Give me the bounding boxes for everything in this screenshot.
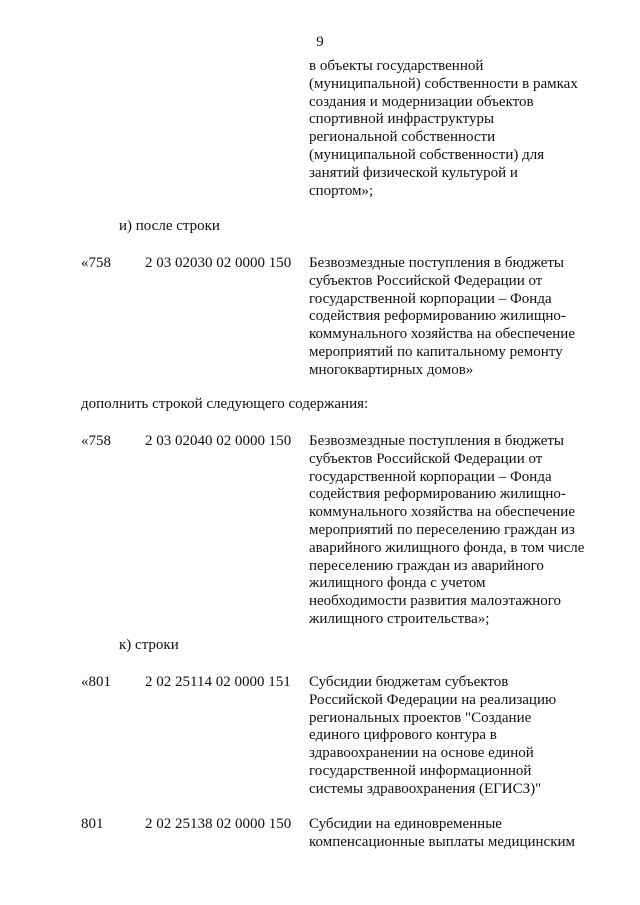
admin-code: «801 <box>81 674 111 690</box>
income-code: 2 03 02040 02 0000 150 <box>145 433 292 449</box>
income-code: 2 03 02030 02 0000 150 <box>145 255 292 271</box>
continuation-text: в объекты государственной (муниципальной) собственности в рамках создания и модернизации объектов спортивной инфраструктуры региональной собственности (муниципальной собственности) для занятий физической культурой и спортом»; <box>309 58 578 199</box>
row-description: Субсидии бюджетам субъектов Российской Федерации на реализацию региональных проектов "Создание единого цифрового контура в здравоохранении на основе единой государственной информационной системы здравоохранения (ЕГИСЗ)" <box>309 674 557 797</box>
admin-code: «758 <box>81 433 111 449</box>
admin-code: «758 <box>81 255 111 271</box>
row-description: Субсидии на единовременные компенсационные выплаты медицинским <box>309 816 576 850</box>
income-code: 2 02 25138 02 0000 150 <box>145 816 292 832</box>
instruction-supplement: дополнить строкой следующего содержания: <box>81 396 369 412</box>
income-code: 2 02 25114 02 0000 151 <box>145 674 291 690</box>
page-number: 9 <box>316 34 324 50</box>
row-description: Безвозмездные поступления в бюджеты субъектов Российской Федерации от государственной корпорации – Фонда содействия реформированию жилищно- коммунального хозяйства на обеспечение мероприятий по переселению граждан из аварийного жилищного фонда, в том числе переселению граждан из аварийного жилищного фонда с учетом необходимости развития малоэтажного жилищного строительства»; <box>309 433 585 627</box>
row-description: Безвозмездные поступления в бюджеты субъектов Российской Федерации от государственной корпорации – Фонда содействия реформированию жилищно- коммунального хозяйства на обеспечение мероприятий по капитальному ремонту многоквартирных домов» <box>309 255 575 378</box>
admin-code: 801 <box>81 816 104 832</box>
instruction-i: и) после строки <box>119 218 220 234</box>
instruction-k: к) строки <box>119 637 179 653</box>
